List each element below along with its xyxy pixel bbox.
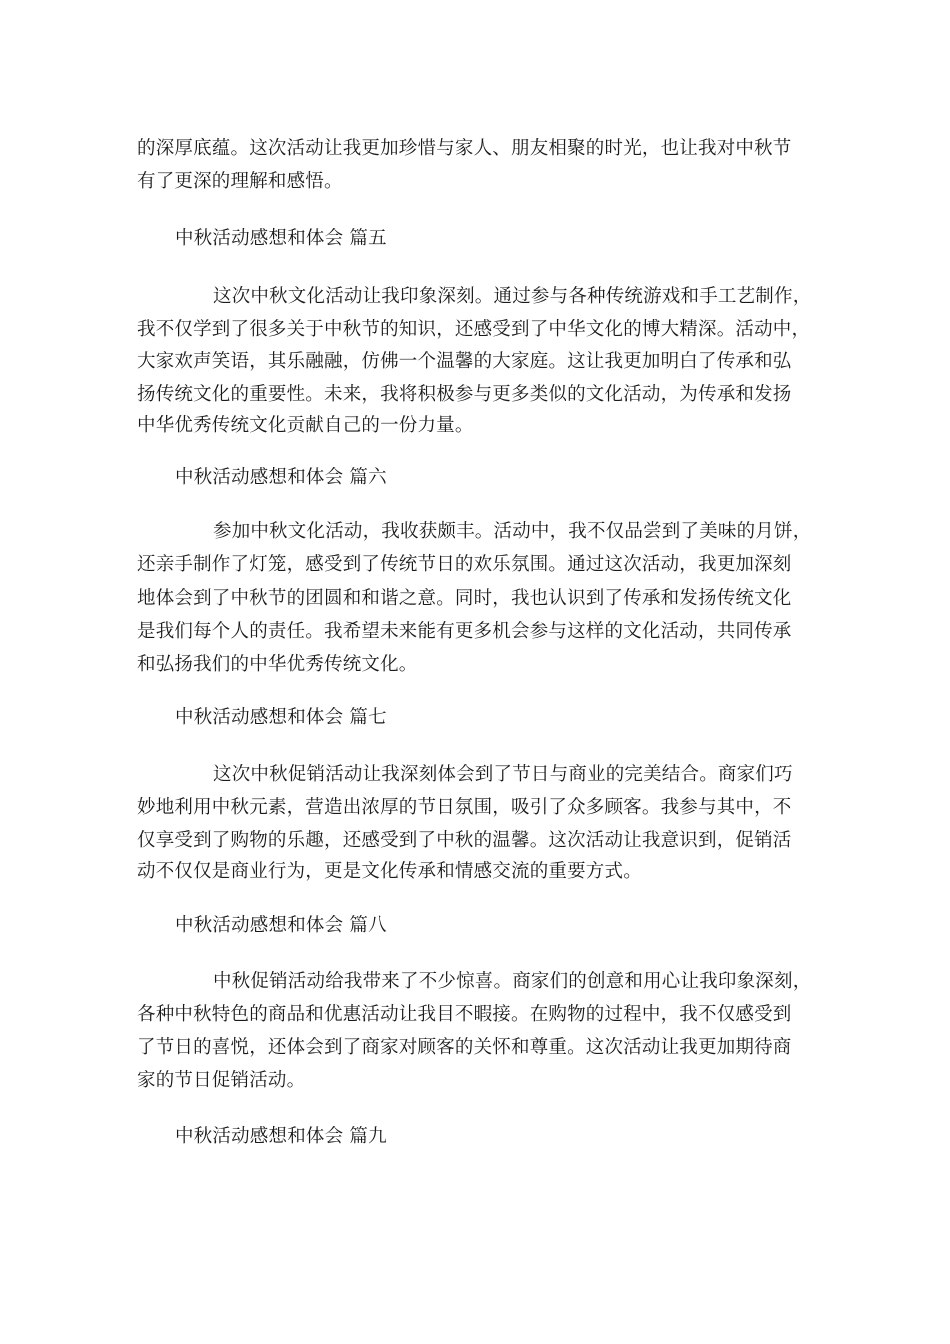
paragraph-line: 是我们每个人的责任。我希望未来能有更多机会参与这样的文化活动，共同传承 [137, 621, 792, 642]
paragraph-line: 参加中秋文化活动，我收获颇丰。活动中，我不仅品尝到了美味的月饼， [213, 521, 812, 542]
paragraph-line: 大家欢声笑语，其乐融融，仿佛一个温馨的大家庭。这让我更加明白了传承和弘 [137, 351, 792, 372]
paragraph-line: 中华优秀传统文化贡献自己的一份力量。 [137, 415, 474, 436]
paragraph-line: 地体会到了中秋节的团圆和和谐之意。同时，我也认识到了传承和发扬传统文化 [137, 588, 792, 609]
intro-line: 的深厚底蕴。这次活动让我更加珍惜与家人、朋友相聚的时光，也让我对中秋节 [137, 138, 792, 159]
paragraph-line: 和弘扬我们的中华优秀传统文化。 [137, 654, 418, 675]
paragraph-line: 扬传统文化的重要性。未来，我将积极参与更多类似的文化活动，为传承和发扬 [137, 384, 792, 405]
paragraph-line: 我不仅学到了很多关于中秋节的知识，还感受到了中华文化的博大精深。活动中， [137, 319, 811, 340]
section-heading: 中秋活动感想和体会 篇八 [175, 915, 387, 936]
paragraph-line: 各种中秋特色的商品和优惠活动让我目不暇接。在购物的过程中，我不仅感受到 [137, 1004, 792, 1025]
section-heading: 中秋活动感想和体会 篇九 [175, 1126, 387, 1147]
paragraph-line: 这次中秋促销活动让我深刻体会到了节日与商业的完美结合。商家们巧 [213, 764, 793, 785]
paragraph-line: 还亲手制作了灯笼，感受到了传统节日的欢乐氛围。通过这次活动，我更加深刻 [137, 554, 792, 575]
paragraph-line: 中秋促销活动给我带来了不少惊喜。商家们的创意和用心让我印象深刻， [213, 971, 812, 992]
section-heading: 中秋活动感想和体会 篇五 [175, 228, 387, 249]
paragraph-line: 妙地利用中秋元素，营造出浓厚的节日氛围，吸引了众多顾客。我参与其中，不 [137, 797, 792, 818]
intro-line: 有了更深的理解和感悟。 [137, 171, 343, 192]
paragraph-line: 动不仅仅是商业行为，更是文化传承和情感交流的重要方式。 [137, 861, 642, 882]
paragraph-line: 了节日的喜悦，还体会到了商家对顾客的关怀和尊重。这次活动让我更加期待商 [137, 1037, 792, 1058]
paragraph-line: 家的节日促销活动。 [137, 1070, 306, 1091]
section-heading: 中秋活动感想和体会 篇六 [175, 467, 387, 488]
section-heading: 中秋活动感想和体会 篇七 [175, 707, 387, 728]
paragraph-line: 这次中秋文化活动让我印象深刻。通过参与各种传统游戏和手工艺制作， [213, 286, 812, 307]
paragraph-line: 仅享受到了购物的乐趣，还感受到了中秋的温馨。这次活动让我意识到，促销活 [137, 830, 792, 851]
